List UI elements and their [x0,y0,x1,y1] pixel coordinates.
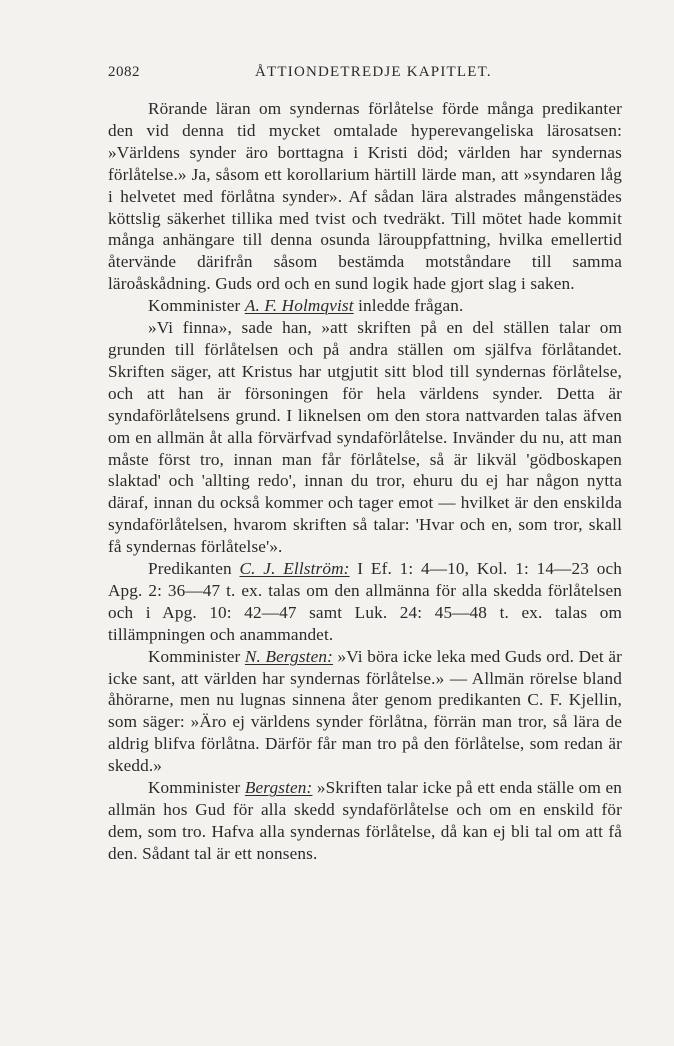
paragraph-bergsten-1 [108,646,622,777]
speaker-name: C. J. Ellström: [239,559,350,579]
speaker-prefix: Komminister [148,778,245,798]
page-header [108,64,620,86]
paragraph-intro: Rörande läran om syndernas förlåtelse förde många predikanter den vid denna tid mycket omtalade hyperevangeliska lärosatsen: »Världens synder äro borttagna i Kristi död; världen har syndernas förlåtelse.» Ja, såsom ett korollarium härtill lärde man, att »syndaren låg i helvetet med förlåtna synder». Af sådan lära alstrades mångenstädes köttslig säkerhet tillika med tvist och tvedräkt. Till mötet hade kommit många anhängare till denna osunda lärouppfattning, hvilka emellertid återvände därifrån såsom bestämda motståndare till samma läroåskådning. Guds ord och en sund logik hade gjort slag i saken. [108,99,622,294]
speaker-name: A. F. Holmqvist [244,296,354,316]
speaker-name: Bergsten: [244,778,313,798]
speaker-text: »Skriften talar icke på ett enda ställe om en allmän hos Gud för alla skedd syndaförlåtelse och om en enskild för dem, som tro. Hafva alla syndernas förlåtelse, då kan ej bli tal om att få den. Sådant tal är ett nonsens. [108,778,622,863]
running-title: ÅTTIONDETREDJE KAPITLET. [255,64,492,80]
speaker-prefix: Predikanten [148,559,240,579]
paragraph-bergsten-2 [108,777,622,865]
speaker-prefix: Komminister [148,646,245,666]
body-text [108,98,622,865]
paragraph-holmqvist [108,295,622,317]
page-number: 2082 [108,64,140,80]
paragraph-holmqvist-speech: »Vi finna», sade han, »att skriften på en del ställen talar om grunden till förlåtelsen och på andra ställen om själfva förlåtandet. Skriften säger, att Kristus har utgjutit sitt blod till syndernas förlåtelse, och att han är försoningen för hela världens synder. Detta är syndaförlåtelsens grund. I liknelsen om den stora nattvarden talas äfven om en allmän åt alla förvärfvad syndaförlåtelse. Invänder du nu, att man måste först tro, innan man får förlåtelse, så är likväl 'gödboskapen slaktad' och 'allting redo', innan du tror, ehuru du ej har någon nytta däraf, innan du också kommer och tager emot — hvilket är den enskilda syndaförlåtelsen, hvarom skriften så talar: 'Hvar och en, som tror, skall få syndernas förlåtelse'». [108,318,622,557]
speaker-prefix: Komminister [148,296,245,316]
speaker-text: I Ef. 1: 4—10, Kol. 1: 14—23 och Apg. 2: 36—47 t. ex. talas om den allmänna för alla skedda förlåtelsen och i Apg. 10: 42—47 samt Luk. 24: 45—48 t. ex. talas om tillämpningen och anammandet. [108,559,622,644]
paragraph-ellstrom [108,558,622,646]
speaker-text: inledde frågan. [353,296,464,316]
speaker-name: N. Bergsten: [244,646,333,666]
speaker-text: »Vi böra icke leka med Guds ord. Det är icke sant, att världen har syndernas förlåtelse.» — Allmän rörelse bland åhörarne, men nu lugnas sinnena åter genom predikanten C. F. Kjellin, som säger: »Äro ej världens synder förlåtna, förrän man tror, så lära de aldrig blifva förlåtna. Därför får man tro på den förlåtelse, som redan är skedd.» [108,646,623,776]
